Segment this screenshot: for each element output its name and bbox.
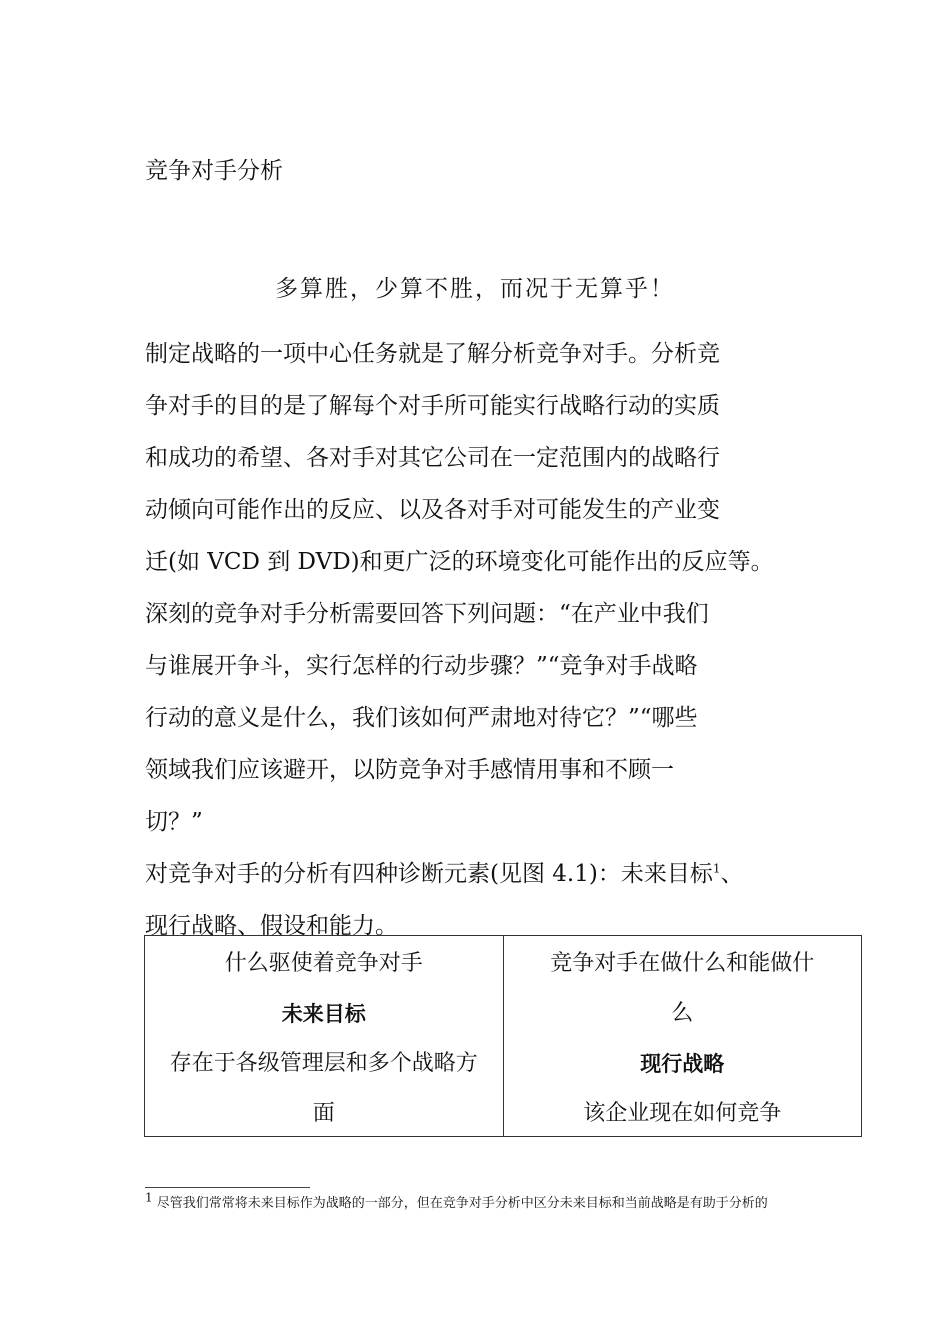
diagnostic-elements-table: [144, 935, 862, 1137]
paragraph-line: 迁(如 VCD 到 DVD)和更广泛的环境变化可能作出的反应等。: [145, 549, 774, 575]
document-title: 竞争对手分析: [145, 158, 283, 184]
cell-heading: 现行战略: [640, 1052, 725, 1076]
footnote-reference[interactable]: 1: [712, 861, 721, 876]
current-strategy-cell: [503, 936, 862, 1137]
paragraph-line: 制定战略的一项中心任务就是了解分析竞争对手。分析竞: [145, 341, 720, 367]
paragraph-line: 领域我们应该避开，以防竞争对手感情用事和不顾一: [145, 757, 674, 783]
elements-text-tail: 、: [720, 861, 744, 887]
cell-question: 竞争对手在做什么和能做什: [550, 951, 815, 976]
paragraph-line: 和成功的希望、各对手对其它公司在一定范围内的战略行: [145, 445, 720, 471]
elements-line: [145, 848, 825, 900]
paragraph-line: 切？”: [145, 809, 203, 835]
cell-question: 什么驱使着竞争对手: [224, 951, 423, 976]
cell-description: 该企业现在如何竞争: [583, 1101, 782, 1126]
future-goals-cell: [145, 936, 504, 1137]
epigraph-quote: 多算胜，少算不胜，而况于无算乎！: [275, 276, 675, 302]
body-text: [145, 328, 825, 952]
footnote-number: 1: [145, 1190, 153, 1205]
table-row: [145, 936, 862, 1137]
footnote: [145, 1190, 805, 1212]
cell-question: 么: [671, 1001, 694, 1026]
paragraph-line: 动倾向可能作出的反应、以及各对手对可能发生的产业变: [145, 497, 720, 523]
cell-description: 面: [312, 1101, 335, 1126]
paragraph-line: 深刻的竞争对手分析需要回答下列问题：“在产业中我们: [145, 601, 709, 627]
elements-line: 现行战略、假设和能力。: [145, 913, 398, 939]
footnote-separator: [145, 1187, 310, 1188]
paragraph-line: 行动的意义是什么，我们该如何严肃地对待它？”“哪些: [145, 705, 698, 731]
cell-heading: 未来目标: [281, 1002, 366, 1026]
paragraph-line: 与谁展开争斗，实行怎样的行动步骤？”“竞争对手战略: [145, 653, 698, 679]
elements-text: 对竞争对手的分析有四种诊断元素(见图 4.1)：未来目标: [145, 861, 713, 887]
footnote-text: 尽管我们常常将未来目标作为战略的一部分，但在竞争对手分析中区分未来目标和当前战略是有助于分析的: [156, 1196, 768, 1211]
paragraph-line: 争对手的目的是了解每个对手所可能实行战略行动的实质: [145, 393, 720, 419]
cell-description: 存在于各级管理层和多个战略方: [169, 1051, 478, 1076]
